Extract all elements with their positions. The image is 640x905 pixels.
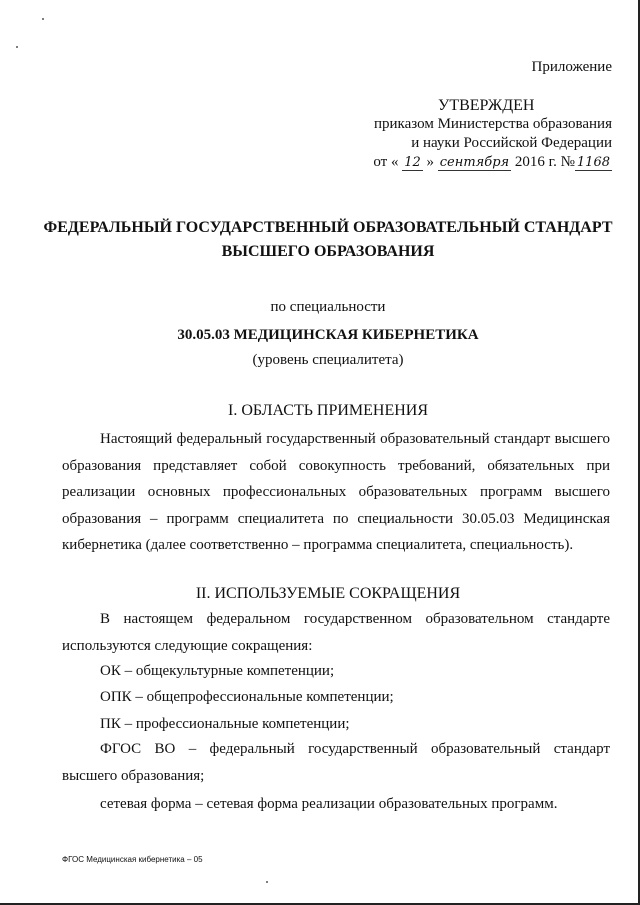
abbreviation-item-network: сетевая форма – сетевая форма реализации образовательных программ. xyxy=(100,796,558,812)
title-line-2: ВЫСШЕГО ОБРАЗОВАНИЯ xyxy=(221,243,435,260)
specialty-label: по специальности xyxy=(270,299,386,315)
specialty-level: (уровень специалитета) xyxy=(252,352,404,368)
scan-speck xyxy=(16,46,18,48)
date-day-handwritten: 12 xyxy=(404,155,421,170)
date-prefix: от « xyxy=(373,154,399,170)
date-year: 2016 г. № xyxy=(514,154,575,170)
abbreviation-item-pk: ПК – профессиональные компетенции; xyxy=(100,716,350,732)
abbreviation-item-ok: ОК – общекультурные компетенции; xyxy=(100,663,335,679)
section-2-intro: В настоящем федеральном государственном образовательном стандарте используются следующие сокращения: xyxy=(62,611,610,654)
approval-block xyxy=(340,58,612,172)
order-line-2: и науки Российской Федерации xyxy=(411,135,612,151)
section-1-heading: I. ОБЛАСТЬ ПРИМЕНЕНИЯ xyxy=(227,402,429,419)
page-footer: ФГОС Медицинская кибернетика – 05 xyxy=(62,855,203,864)
order-number-handwritten: 1168 xyxy=(576,155,610,170)
title-line-1: ФЕДЕРАЛЬНЫЙ ГОСУДАРСТВЕННЫЙ ОБРАЗОВАТЕЛЬНЫЙ СТАНДАРТ xyxy=(43,219,613,236)
specialty-name: 30.05.03 МЕДИЦИНСКАЯ КИБЕРНЕТИКА xyxy=(177,327,479,343)
section-1-paragraph: Настоящий федеральный государственный образовательный стандарт высшего образования представляет собой совокупность требований, обязательных при реализации основных профессиональных образовательных программ высшего образования – программ специалитета по специальности 30.05.03 Медицинская кибернетика (далее соответственно – программа специалитета, специальность). xyxy=(62,431,610,553)
abbreviation-item-opk: ОПК – общепрофессиональные компетенции; xyxy=(100,689,394,705)
scan-speck xyxy=(42,18,44,20)
appendix-label: Приложение xyxy=(531,59,612,75)
section-2-heading: II. ИСПОЛЬЗУЕМЫЕ СОКРАЩЕНИЯ xyxy=(195,585,461,602)
scan-speck xyxy=(266,881,268,883)
abbreviation-item-fgos: ФГОС ВО – федеральный государственный образовательный стандарт высшего образования; xyxy=(62,741,610,784)
order-line-1: приказом Министерства образования xyxy=(374,116,612,132)
approved-label: УТВЕРЖДЕН xyxy=(438,97,535,114)
document-title xyxy=(40,216,616,264)
date-separator: » xyxy=(426,154,435,170)
date-month-handwritten: сентября xyxy=(439,155,510,170)
order-date-line xyxy=(340,153,612,172)
